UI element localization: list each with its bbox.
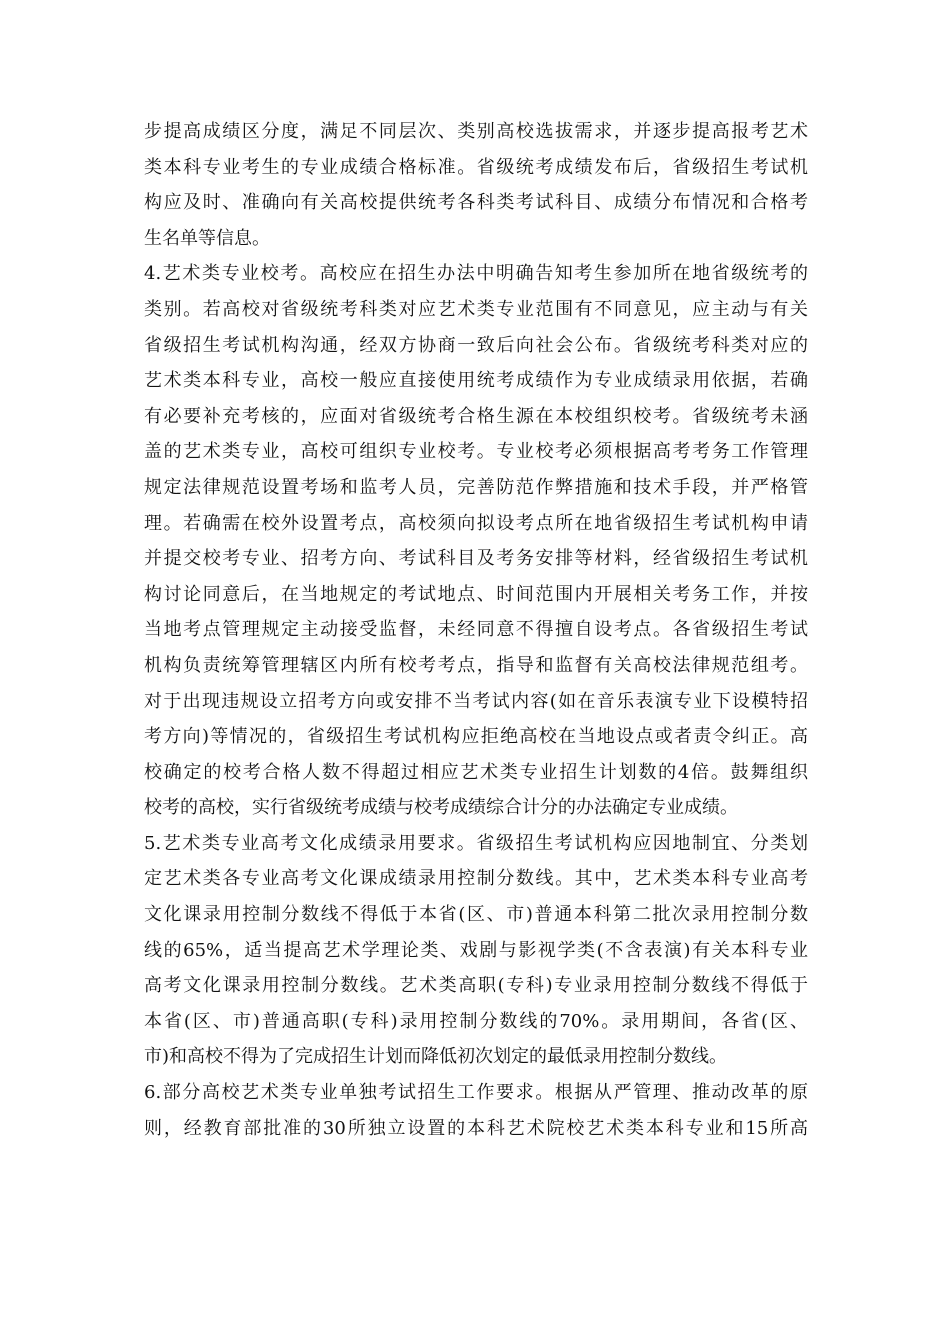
text-line: 市)和高校不得为了完成招生计划而降低初次划定的最低录用控制分数线。 xyxy=(144,1046,728,1068)
text-line: 线的65%，适当提高艺术学理论类、戏剧与影视学类(不含表演)有关本科专业 xyxy=(144,939,808,961)
text-line: 盖的艺术类专业，高校可组织专业校考。专业校考必须根据高考考务工作管理 xyxy=(144,441,808,463)
text-line: 高考文化课录用控制分数线。艺术类高职(专科)专业录用控制分数线不得低于 xyxy=(144,975,808,997)
text-line: 类本科专业考生的专业成绩合格标准。省级统考成绩发布后，省级招生考试机 xyxy=(144,156,808,178)
text-line: 校考的高校，实行省级统考成绩与校考成绩综合计分的办法确定专业成绩。 xyxy=(144,797,738,819)
text-line: 本省(区、市)普通高职(专科)录用控制分数线的70%。录用期间，各省(区、 xyxy=(144,1010,808,1032)
section-5-heading-line: 5.艺术类专业高考文化成绩录用要求。省级招生考试机构应因地制宜、分类划 xyxy=(144,832,808,854)
text-line: 类别。若高校对省级统考科类对应艺术类专业范围有不同意见，应主动与有关 xyxy=(144,298,808,320)
section-6-heading-line: 6.部分高校艺术类专业单独考试招生工作要求。根据从严管理、推动改革的原 xyxy=(144,1082,808,1104)
text-line: 文化课录用控制分数线不得低于本省(区、市)普通本科第二批次录用控制分数 xyxy=(144,904,808,926)
text-line: 定艺术类各专业高考文化课成绩录用控制分数线。其中，艺术类本科专业高考 xyxy=(144,868,808,890)
text-line: 构应及时、准确向有关高校提供统考各科类考试科目、成绩分布情况和合格考 xyxy=(144,192,808,214)
text-line: 当地考点管理规定主动接受监督，未经同意不得擅自设考点。各省级招生考试 xyxy=(144,619,808,641)
text-line: 理。若确需在校外设置考点，高校须向拟设考点所在地省级招生考试机构申请 xyxy=(144,512,808,534)
document-body xyxy=(144,114,808,1146)
text-line: 并提交校考专业、招考方向、考试科目及考务安排等材料，经省级招生考试机 xyxy=(144,548,808,570)
text-line: 对于出现违规设立招考方向或安排不当考试内容(如在音乐表演专业下设模特招 xyxy=(144,690,808,712)
text-line: 构讨论同意后，在当地规定的考试地点、时间范围内开展相关考务工作，并按 xyxy=(144,583,808,605)
text-line: 步提高成绩区分度，满足不同层次、类别高校选拔需求，并逐步提高报考艺术 xyxy=(144,121,808,142)
text-line: 机构负责统筹管理辖区内所有校考考点，指导和监督有关高校法律规范组考。 xyxy=(144,654,808,676)
text-line: 校确定的校考合格人数不得超过相应艺术类专业招生计划数的4倍。鼓舞组织 xyxy=(144,761,808,783)
text-line: 考方向)等情况的，省级招生考试机构应拒绝高校在当地设点或者责令纠正。高 xyxy=(144,726,808,748)
text-line: 艺术类本科专业，高校一般应直接使用统考成绩作为专业成绩录用依据，若确 xyxy=(144,370,808,392)
section-4-heading-line: 4.艺术类专业校考。高校应在招生办法中明确告知考生参加所在地省级统考的 xyxy=(144,263,808,285)
text-line: 有必要补充考核的，应面对省级统考合格生源在本校组织校考。省级统考未涵 xyxy=(144,405,808,427)
text-line: 规定法律规范设置考场和监考人员，完善防范作弊措施和技术手段，并严格管 xyxy=(144,476,808,498)
text-line: 省级招生考试机构沟通，经双方协商一致后向社会公布。省级统考科类对应的 xyxy=(144,334,808,356)
text-line: 生名单等信息。 xyxy=(144,227,270,249)
text-line: 则，经教育部批准的30所独立设置的本科艺术院校艺术类本科专业和15所高 xyxy=(144,1117,808,1139)
